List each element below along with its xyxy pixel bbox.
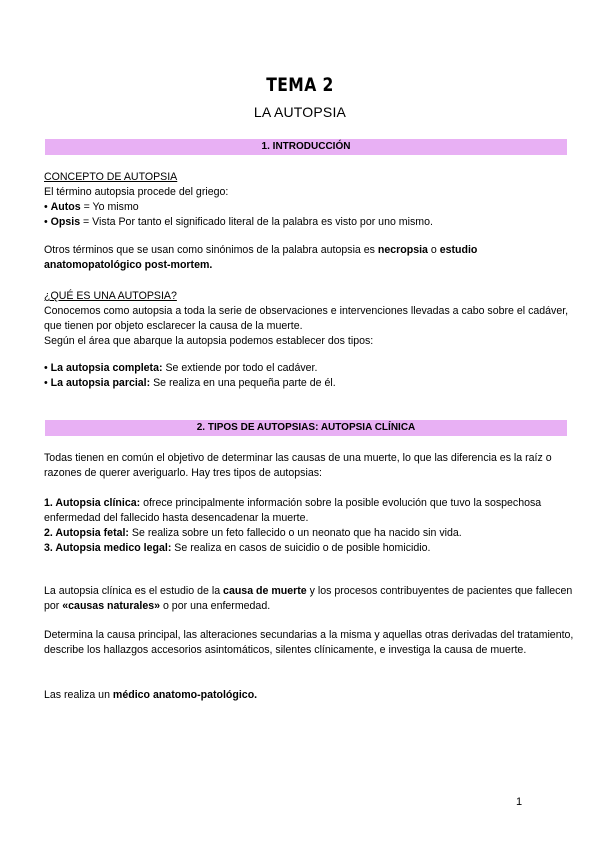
clinical-text-e: o por una enfermedad.	[160, 600, 271, 612]
type-2-term: 2. Autopsia fetal:	[44, 527, 129, 539]
section-2-intro-text: Todas tienen en común el objetivo de determinar las causas de una muerte, lo que las diferencia es la raíz o razones de querer averiguarlo. Hay tres tipos de autopsias:	[44, 452, 552, 479]
bullet: •	[44, 216, 51, 228]
synonyms-or: o	[427, 244, 440, 256]
autos-term: Autos	[50, 201, 81, 213]
types-intro: Según el área que abarque la autopsia podemos establecer dos tipos:	[44, 335, 374, 347]
type-1-term: 1. Autopsia clínica:	[44, 497, 141, 509]
autos-line	[44, 200, 574, 215]
clinical-paragraph	[44, 584, 574, 614]
bullet: •	[44, 201, 51, 213]
section-2-intro	[44, 451, 574, 481]
clinical-text-a: La autopsia clínica es el estudio de la	[44, 585, 224, 597]
determines-text: Determina la causa principal, las alteraciones secundarias a la misma y aquellas otras derivadas del tratamiento, describe los hallazgos accesorios asintomáticos, silentes clínicamente, e investiga la causa de muerte.	[44, 629, 574, 656]
complete-def: Se extiende por todo el cadáver.	[162, 362, 318, 374]
synonyms-text: Otros términos que se usan como sinónimos de la palabra autopsia es	[44, 244, 378, 256]
section-1-heading: 1. INTRODUCCIÓN	[45, 139, 567, 155]
concept-title: CONCEPTO DE AUTOPSIA	[44, 171, 178, 183]
autopsy-types-list	[44, 496, 574, 556]
autos-def: = Yo mismo	[80, 201, 139, 213]
partial-term: La autopsia parcial:	[50, 377, 151, 389]
opsis-line	[44, 215, 574, 230]
definition-paragraph: Conocemos como autopsia a toda la serie de observaciones e intervenciones llevadas a cabo sobre el cadáver, que tienen por objeto esclarecer la causa de la muerte.	[44, 305, 569, 332]
document-title: TEMA 2	[266, 74, 334, 96]
list-item	[44, 541, 574, 556]
autopsy-extent-list	[44, 361, 574, 391]
list-item	[44, 361, 574, 376]
determines-paragraph	[44, 628, 574, 658]
opsis-def: = Vista Por tanto el significado literal de la palabra es visto por uno mismo.	[80, 216, 433, 228]
page-number: 1	[516, 796, 523, 808]
opsis-term: Opsis	[50, 216, 81, 228]
synonyms-paragraph	[44, 243, 574, 273]
partial-def: Se realiza en una pequeña parte de él.	[150, 377, 336, 389]
list-item	[44, 526, 574, 541]
clinical-text-c: y los procesos contribuyentes de pacientes que fallecen por	[44, 585, 573, 612]
question-block	[44, 289, 574, 349]
list-item	[44, 496, 574, 526]
bullet: •	[44, 362, 51, 374]
list-item	[44, 376, 574, 391]
clinical-cause: causa de muerte	[223, 585, 307, 597]
performer-text: Las realiza un	[44, 689, 113, 701]
type-1-def: ofrece principalmente información sobre la posible evolución que tuvo la sospechosa enfermedad del fallecido hasta desencadenar la muerte.	[44, 497, 542, 524]
performer-role: médico anatomo-patológico.	[112, 689, 258, 701]
type-3-term: 3. Autopsia medico legal:	[44, 542, 172, 554]
type-3-def: Se realiza en casos de suicidio o de posible homicidio.	[171, 542, 431, 554]
bullet: •	[44, 377, 51, 389]
synonym-necropsia: necropsia	[377, 244, 428, 256]
document-subtitle: LA AUTOPSIA	[253, 104, 347, 120]
section-2-heading: 2. TIPOS DE AUTOPSIAS: AUTOPSIA CLÍNICA	[45, 420, 567, 436]
question-title: ¿QUÉ ES UNA AUTOPSIA?	[44, 290, 177, 302]
section-1-intro-block	[44, 170, 574, 230]
clinical-natural: «causas naturales»	[62, 600, 161, 612]
type-2-def: Se realiza sobre un feto fallecido o un neonato que ha nacido sin vida.	[128, 527, 462, 539]
intro-line: El término autopsia procede del griego:	[44, 186, 229, 198]
performer-paragraph	[44, 688, 574, 703]
synonym-estudio: estudio anatomopatológico post-mortem.	[44, 244, 478, 271]
complete-term: La autopsia completa:	[50, 362, 163, 374]
